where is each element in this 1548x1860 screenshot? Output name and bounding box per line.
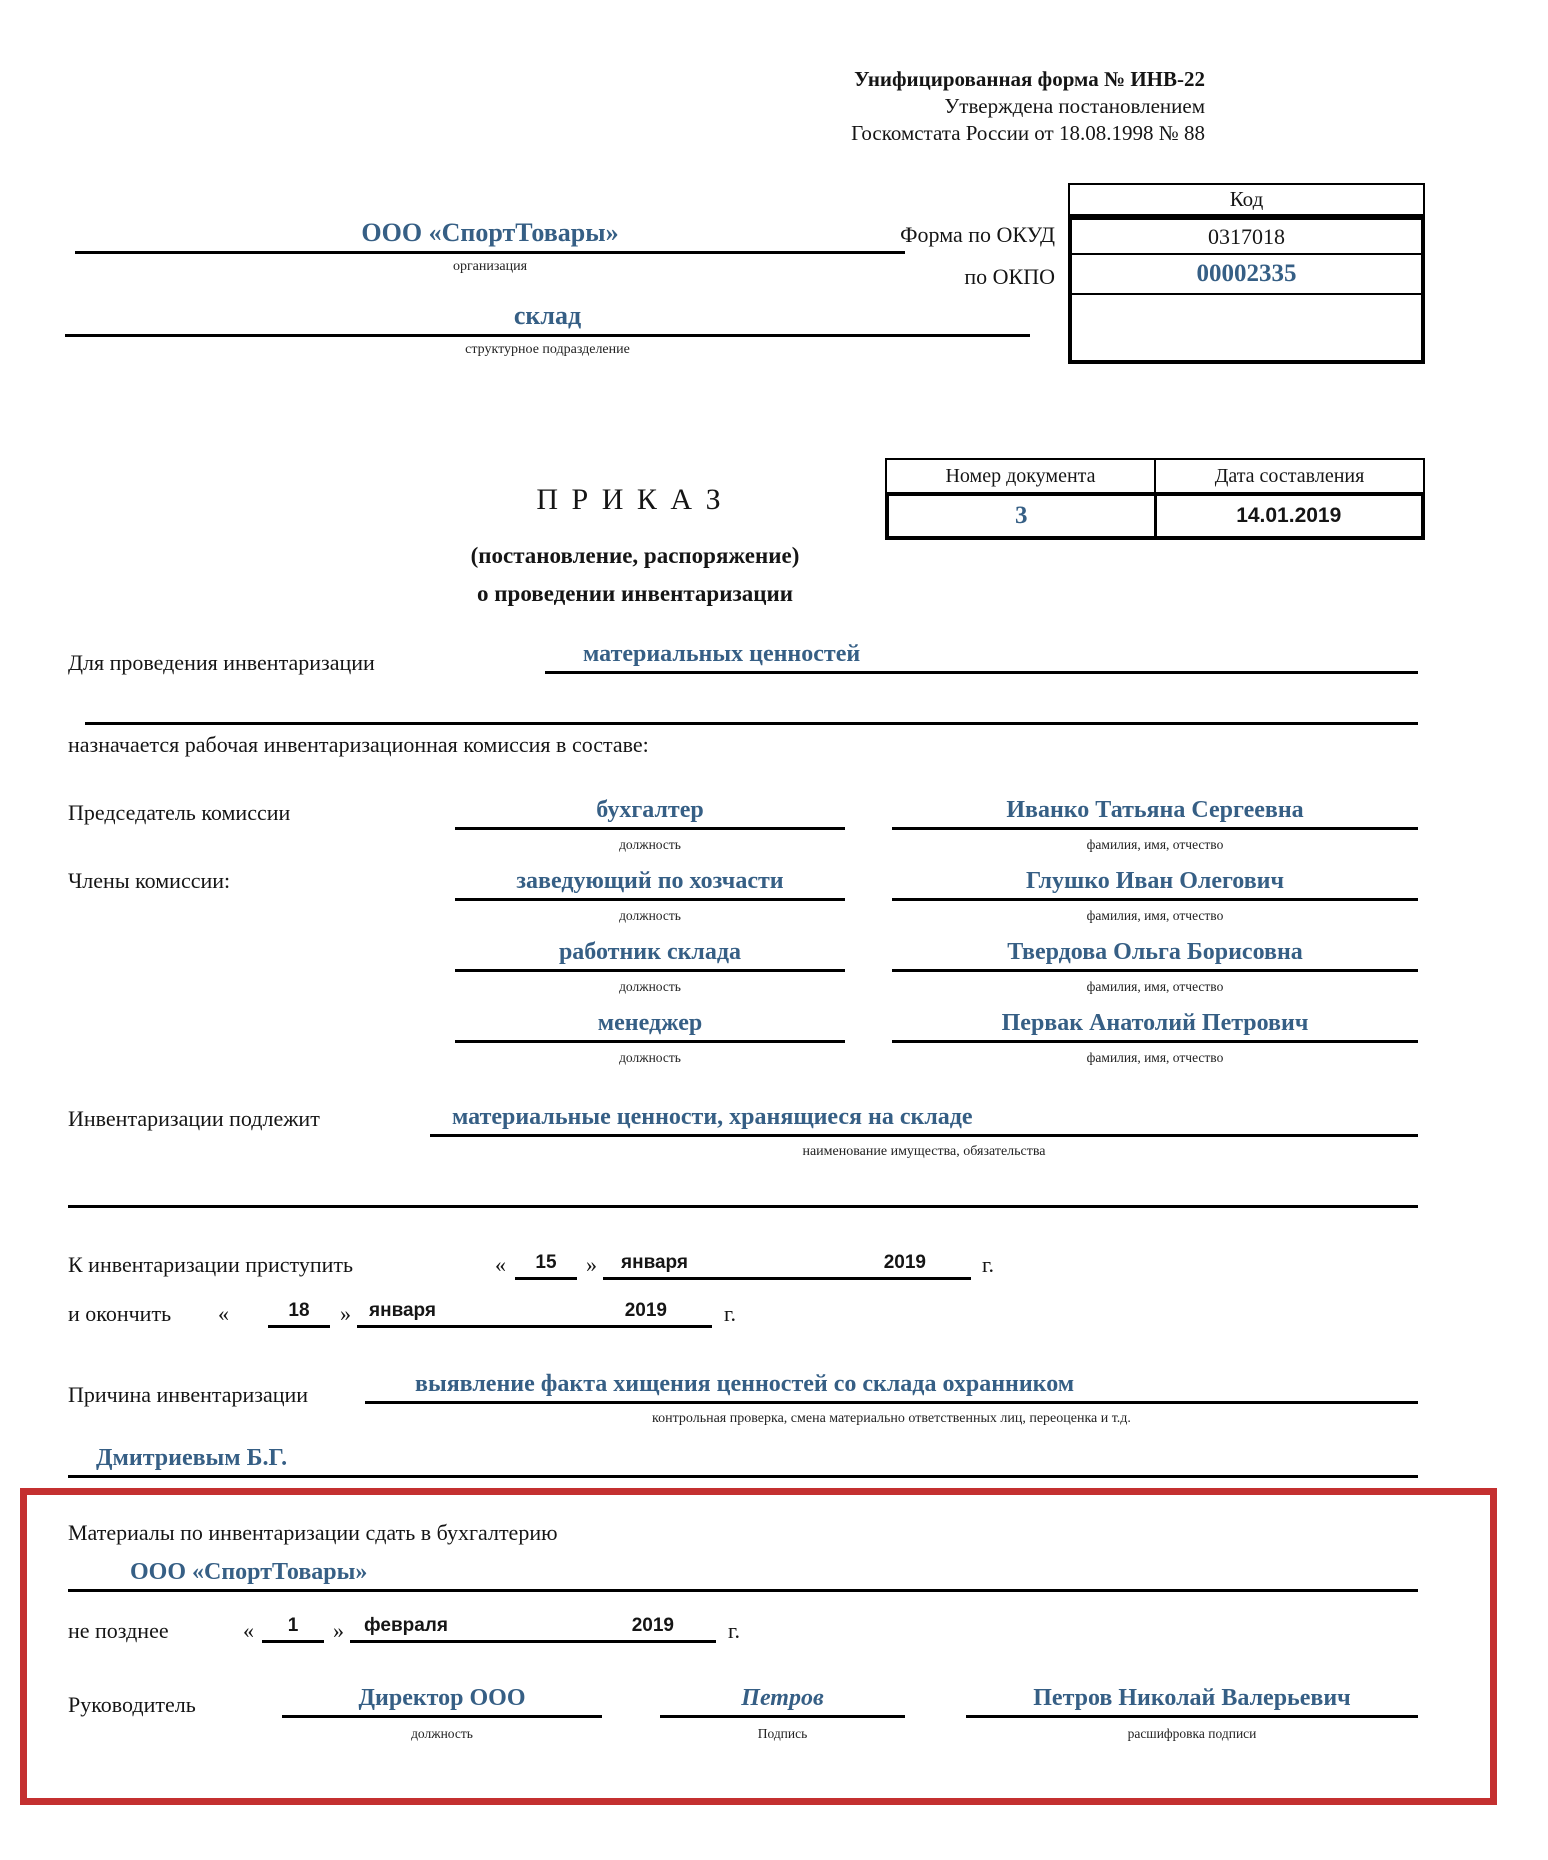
organization-caption: организация [452, 259, 528, 274]
member-name-value: Первак Анатолий Петрович [1001, 1010, 1309, 1036]
year-suffix: г. [724, 1301, 737, 1326]
signature-name-caption: расшифровка подписи [1127, 1726, 1257, 1741]
member-name-field [892, 1007, 1418, 1043]
chairman-label: Председатель комиссии [68, 800, 291, 825]
members-label: Члены комиссии: [68, 868, 231, 893]
form-title: Унифицированная форма № ИНВ-22 [854, 67, 1205, 91]
doc-table-values [885, 492, 1425, 540]
start-day-value: 15 [535, 1252, 557, 1273]
doc-date-value: 14.01.2019 [1154, 496, 1422, 536]
code-table [1068, 216, 1425, 364]
doc-number-value: 3 [1015, 502, 1028, 529]
quote-close: » [340, 1301, 351, 1326]
member-name-value: Твердова Ольга Борисовна [1007, 939, 1303, 965]
quote-open: « [243, 1618, 254, 1643]
subject-caption: наименование имущества, обязательства [802, 1144, 1046, 1159]
member-name-value: Иванко Татьяна Сергеевна [1006, 797, 1304, 823]
position-value: заведующий по хозчасти [516, 868, 784, 894]
approved-line2: Госкомстата России от 18.08.1998 № 88 [851, 121, 1205, 145]
deadline-year-value: 2019 [631, 1615, 674, 1636]
department-field [65, 299, 1030, 337]
member-name-caption: фамилия, имя, отчество [1086, 837, 1224, 852]
end-month-value: января [369, 1300, 437, 1321]
reason-value: выявление факта хищения ценностей со склада охранником [415, 1371, 1075, 1397]
doc-table-header [885, 458, 1425, 492]
start-month-field [603, 1248, 971, 1280]
signature-role-label: Руководитель [68, 1692, 196, 1717]
signature-position-caption: должность [411, 1726, 473, 1741]
deadline-day-value: 1 [287, 1615, 299, 1636]
okpo-label: по ОКПО [964, 264, 1055, 289]
reason-continuation-value: Дмитриевым Б.Г. [96, 1445, 288, 1471]
commission-intro: назначается рабочая инвентаризационная комиссия в составе: [68, 732, 649, 757]
signature-name-field [966, 1682, 1418, 1718]
organization-name: ООО «СпортТовары» [361, 218, 619, 247]
quote-close: » [586, 1252, 597, 1277]
signature-sign-field [660, 1682, 905, 1718]
start-year-value: 2019 [883, 1252, 926, 1273]
quote-open: « [495, 1252, 506, 1277]
purpose-value: материальных ценностей [583, 641, 861, 667]
organization-field [75, 216, 905, 254]
member-name-caption: фамилия, имя, отчество [1086, 1050, 1224, 1065]
reason-label: Причина инвентаризации [68, 1382, 309, 1407]
order-subtitle: (постановление, распоряжение) [470, 543, 800, 568]
order-title: П Р И К А З [536, 483, 724, 516]
code-table-empty-row [1072, 295, 1421, 358]
subject-field [430, 1103, 1418, 1137]
position-field [455, 936, 845, 972]
year-suffix: г. [728, 1618, 741, 1643]
quote-open: « [218, 1301, 229, 1326]
quote-close: » [333, 1618, 344, 1643]
position-field [455, 865, 845, 901]
position-field [455, 794, 845, 830]
position-caption: должность [619, 837, 681, 852]
position-value: работник склада [558, 939, 742, 965]
blank-rule [68, 1205, 1418, 1208]
reason-continuation-field [68, 1442, 1418, 1478]
subject-label: Инвентаризации подлежит [68, 1106, 320, 1131]
deadline-label: не позднее [68, 1618, 169, 1643]
approval-header [851, 66, 1205, 147]
order-subject-line: о проведении инвентаризации [477, 581, 793, 606]
subject-value: материальные ценности, хранящиеся на складе [452, 1104, 973, 1130]
start-date-label: К инвентаризации приступить [68, 1252, 354, 1277]
reason-field [365, 1370, 1418, 1404]
okud-value: 0317018 [1072, 220, 1421, 255]
position-value: менеджер [597, 1010, 703, 1036]
doc-number-label: Номер документа [945, 464, 1096, 487]
deadline-day-field [262, 1612, 324, 1643]
signature-position-field [282, 1682, 602, 1718]
year-suffix: г. [982, 1252, 995, 1277]
reason-caption: контрольная проверка, смена материально ответственных лиц, переоценка и т.д. [652, 1411, 1131, 1426]
handover-org-value: ООО «СпортТовары» [130, 1559, 368, 1585]
position-value: бухгалтер [596, 797, 704, 823]
signature-sign-value: Петров [741, 1685, 824, 1711]
position-caption: должность [619, 1050, 681, 1065]
doc-date-label: Дата составления [1154, 460, 1423, 492]
blank-rule [85, 722, 1418, 725]
end-date-label: и окончить [68, 1301, 172, 1326]
end-day-field [268, 1296, 330, 1328]
approved-line1: Утверждена постановлением [944, 94, 1205, 118]
okud-label: Форма по ОКУД [900, 222, 1055, 247]
member-name-caption: фамилия, имя, отчество [1086, 908, 1224, 923]
member-name-field [892, 794, 1418, 830]
purpose-label: Для проведения инвентаризации [68, 650, 375, 675]
department-caption: структурное подразделение [465, 342, 630, 357]
member-name-field [892, 865, 1418, 901]
start-month-value: января [621, 1252, 689, 1273]
deadline-month-field [350, 1612, 716, 1643]
position-caption: должность [619, 908, 681, 923]
department-name: склад [513, 301, 582, 330]
handover-org-field [68, 1556, 1418, 1592]
member-name-value: Глушко Иван Олегович [1025, 868, 1285, 894]
code-table-header: Код [1068, 183, 1425, 216]
signature-position-value: Директор ООО [358, 1685, 526, 1711]
end-year-value: 2019 [624, 1300, 667, 1321]
position-field [455, 1007, 845, 1043]
okpo-value: 00002335 [1072, 255, 1421, 295]
end-month-field [357, 1296, 712, 1328]
member-name-field [892, 936, 1418, 972]
deadline-month-value: февраля [364, 1615, 448, 1636]
end-day-value: 18 [288, 1300, 310, 1321]
position-caption: должность [619, 979, 681, 994]
purpose-field [545, 640, 1418, 674]
signature-sign-caption: Подпись [757, 1726, 808, 1741]
signature-name-value: Петров Николай Валерьевич [1033, 1685, 1351, 1711]
handover-line: Материалы по инвентаризации сдать в бухгалтерию [68, 1520, 558, 1545]
start-day-field [515, 1248, 577, 1280]
member-name-caption: фамилия, имя, отчество [1086, 979, 1224, 994]
